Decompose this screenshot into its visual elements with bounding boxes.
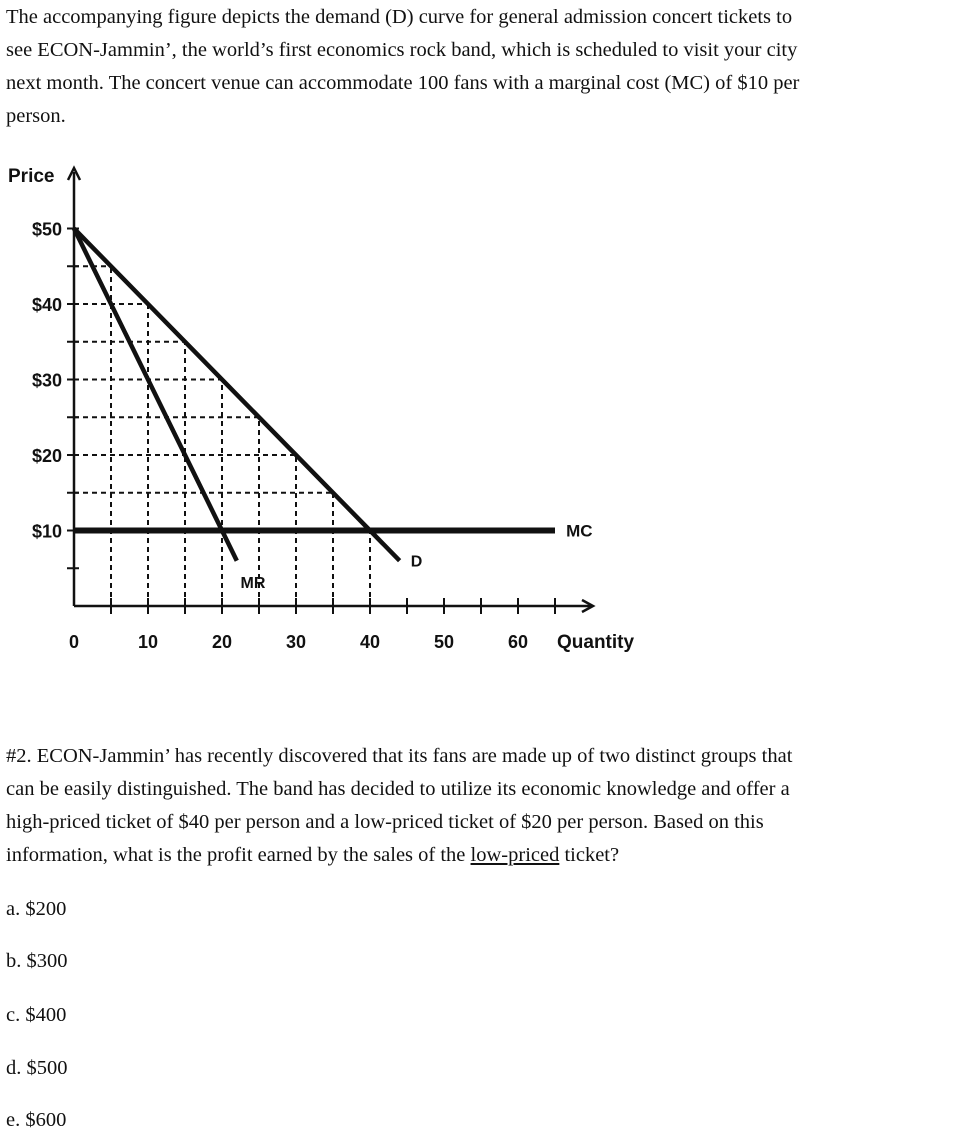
demand-line (74, 229, 400, 561)
x-tick-label: 60 (507, 632, 529, 652)
chart-series (74, 229, 555, 561)
y-tick-label: $20 (31, 446, 62, 466)
question-paragraph (6, 740, 968, 872)
y-tick-label: $50 (31, 219, 62, 240)
intro-paragraph (6, 1, 968, 133)
option-letter: a. (6, 898, 21, 920)
option-text: $600 (25, 1109, 67, 1131)
mc-label: MC (566, 521, 593, 541)
x-tick-label: 10 (137, 632, 159, 652)
option-c[interactable] (6, 1002, 66, 1028)
option-d[interactable] (6, 1055, 68, 1081)
option-text: $200 (25, 898, 67, 920)
intro-line-4: person. (6, 105, 66, 127)
underlined-term: low-priced (470, 844, 560, 866)
option-letter: e. (6, 1109, 21, 1131)
x-tick-label: 20 (211, 632, 233, 652)
question-line-4 (6, 839, 968, 872)
question-line-2: can be easily distinguished. The band has decided to utilize its economic knowledge and offer a (6, 778, 790, 800)
y-tick-label: $40 (31, 295, 62, 315)
question-line-4-end: ticket? (559, 844, 620, 866)
x-tick-label: 0 (68, 632, 80, 652)
mr-label: MR (240, 574, 266, 592)
mr-line (74, 229, 237, 561)
chart-labels (8, 166, 634, 653)
demand-chart (0, 150, 700, 670)
option-letter: d. (6, 1057, 22, 1079)
y-tick-label: $30 (31, 370, 62, 391)
option-text: $500 (26, 1057, 68, 1079)
option-letter: b. (6, 950, 22, 972)
x-tick-label: 40 (359, 632, 381, 652)
demand-label: D (410, 553, 423, 571)
intro-line-2: see ECON-Jammin’, the world’s first economics rock band, which is scheduled to visit your city (6, 39, 798, 61)
question-line-4-start: information, what is the profit earned by the sales of the (6, 844, 471, 866)
option-text: $400 (25, 1004, 67, 1026)
x-tick-label: 50 (433, 632, 455, 652)
x-axis-title: Quantity (557, 632, 635, 653)
question-line-1: #2. ECON-Jammin’ has recently discovered that its fans are made up of two distinct groups that (6, 745, 793, 767)
chart-axes (67, 168, 593, 614)
option-a[interactable] (6, 896, 66, 922)
y-tick-label: $10 (31, 521, 62, 542)
y-axis-title: Price (8, 166, 55, 187)
option-text: $300 (26, 950, 68, 972)
option-b[interactable] (6, 948, 68, 974)
x-tick-label: 30 (285, 632, 307, 652)
intro-line-1: The accompanying figure depicts the demand (D) curve for general admission concert tickets to (6, 6, 793, 28)
option-letter: c. (6, 1004, 21, 1026)
question-line-3: high-priced ticket of $40 per person and a low-priced ticket of $20 per person. Based on this (6, 811, 764, 833)
intro-line-3: next month. The concert venue can accommodate 100 fans with a marginal cost (MC) of $10 per (6, 72, 800, 94)
option-e[interactable] (6, 1107, 66, 1133)
